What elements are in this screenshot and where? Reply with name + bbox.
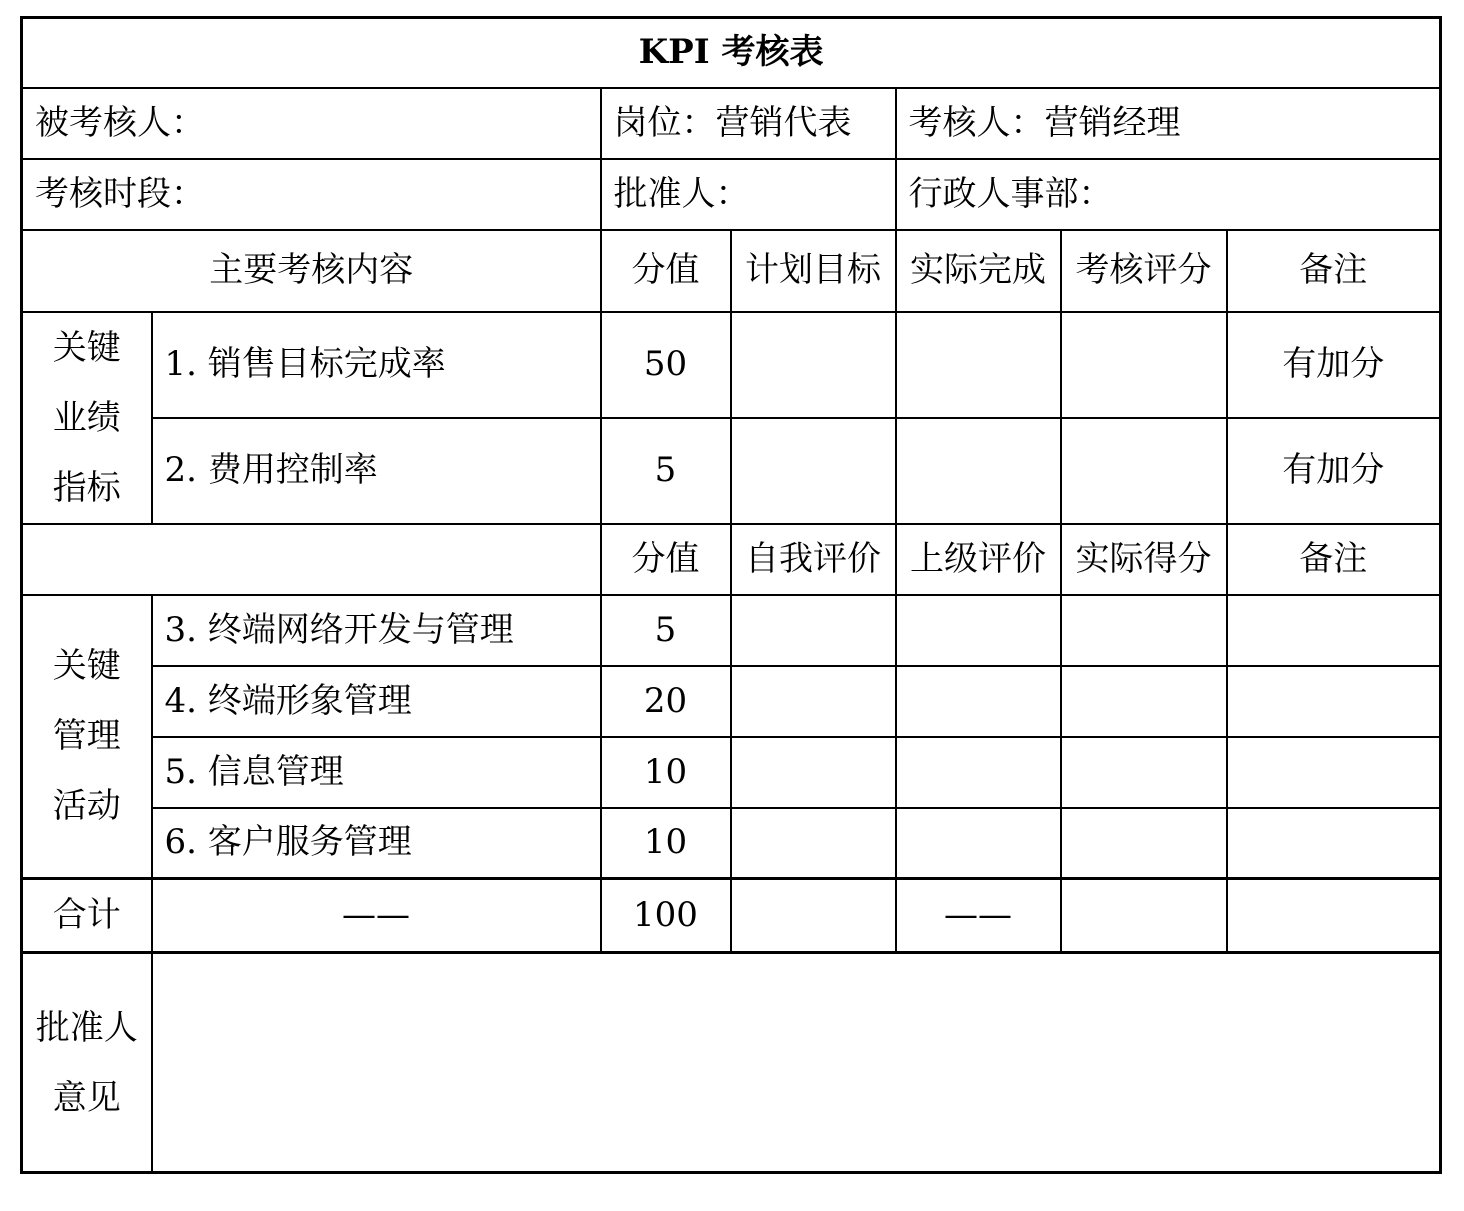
total-score: 100 [601,879,731,953]
activity-item-score: 20 [601,666,731,737]
total-self-cell[interactable] [731,879,896,953]
activity-item-name: 3. 终端网络开发与管理 [152,595,601,666]
period-cell: 考核时段： [22,159,601,230]
opinion-content-cell[interactable] [152,953,1441,1173]
header2-superior: 上级评价 [896,524,1061,595]
opinion-row [22,953,1441,1173]
kpi-rating-cell[interactable] [1061,312,1227,418]
activity-label-line: 管理 [52,716,121,757]
kpi-actual-cell[interactable] [896,312,1061,418]
header2-actual: 实际得分 [1061,524,1227,595]
table-row [22,312,1441,418]
activity-item-score: 5 [601,595,731,666]
position-cell: 岗位：营销代表 [601,88,896,159]
kpi-rating-cell[interactable] [1061,418,1227,524]
opinion-label-line: 意见 [52,1077,121,1118]
table-row [22,666,1441,737]
table-title: KPI 考核表 [22,18,1441,88]
superior-eval-cell[interactable] [896,808,1061,879]
activity-section-label [22,595,152,879]
header2-remark: 备注 [1227,524,1441,595]
info-row-2 [22,159,1441,230]
kpi-label-line: 业绩 [52,397,121,438]
total-content-dash: —— [152,879,601,953]
opinion-label-line: 批准人 [35,1007,138,1048]
info-row-1 [22,88,1441,159]
kpi-plan-cell[interactable] [731,418,896,524]
kpi-item-name: 1. 销售目标完成率 [152,312,601,418]
activity-item-name: 5. 信息管理 [152,737,601,808]
header-remark: 备注 [1227,230,1441,312]
total-row [22,879,1441,953]
remark-cell[interactable] [1227,595,1441,666]
hr-dept-cell: 行政人事部： [896,159,1441,230]
activity-item-score: 10 [601,808,731,879]
kpi-actual-cell[interactable] [896,418,1061,524]
total-remark-cell[interactable] [1227,879,1441,953]
header-row-2 [22,524,1441,595]
superior-eval-cell[interactable] [896,737,1061,808]
kpi-item-score: 5 [601,418,731,524]
remark-cell[interactable] [1227,666,1441,737]
actual-score-cell[interactable] [1061,595,1227,666]
kpi-item-name: 2. 费用控制率 [152,418,601,524]
total-label: 合计 [22,879,152,953]
assessee-cell: 被考核人： [22,88,601,159]
header2-score: 分值 [601,524,731,595]
activity-item-score: 10 [601,737,731,808]
table-row [22,595,1441,666]
actual-score-cell[interactable] [1061,666,1227,737]
header-content: 主要考核内容 [22,230,601,312]
self-eval-cell[interactable] [731,808,896,879]
remark-cell[interactable] [1227,808,1441,879]
self-eval-cell[interactable] [731,666,896,737]
table-row [22,737,1441,808]
total-superior-dash: —— [896,879,1061,953]
kpi-label-line: 指标 [52,467,121,508]
total-actual-cell[interactable] [1061,879,1227,953]
activity-item-name: 4. 终端形象管理 [152,666,601,737]
approver-cell: 批准人： [601,159,896,230]
kpi-label-line: 关键 [52,327,121,368]
header-actual: 实际完成 [896,230,1061,312]
remark-cell[interactable] [1227,737,1441,808]
superior-eval-cell[interactable] [896,666,1061,737]
header-score: 分值 [601,230,731,312]
self-eval-cell[interactable] [731,595,896,666]
self-eval-cell[interactable] [731,737,896,808]
kpi-item-remark: 有加分 [1227,418,1441,524]
table-row [22,808,1441,879]
kpi-item-score: 50 [601,312,731,418]
actual-score-cell[interactable] [1061,808,1227,879]
activity-item-name: 6. 客户服务管理 [152,808,601,879]
activity-label-line: 关键 [52,646,121,687]
opinion-label [22,953,152,1173]
title-row [22,18,1441,88]
kpi-plan-cell[interactable] [731,312,896,418]
kpi-item-remark: 有加分 [1227,312,1441,418]
actual-score-cell[interactable] [1061,737,1227,808]
activity-label-line: 活动 [52,786,121,827]
header2-self: 自我评价 [731,524,896,595]
header-row-1 [22,230,1441,312]
header2-empty [22,524,601,595]
kpi-assessment-table [20,16,1442,1174]
header-plan: 计划目标 [731,230,896,312]
assessor-cell: 考核人：营销经理 [896,88,1441,159]
table-row [22,418,1441,524]
kpi-section-label [22,312,152,524]
header-rating: 考核评分 [1061,230,1227,312]
superior-eval-cell[interactable] [896,595,1061,666]
